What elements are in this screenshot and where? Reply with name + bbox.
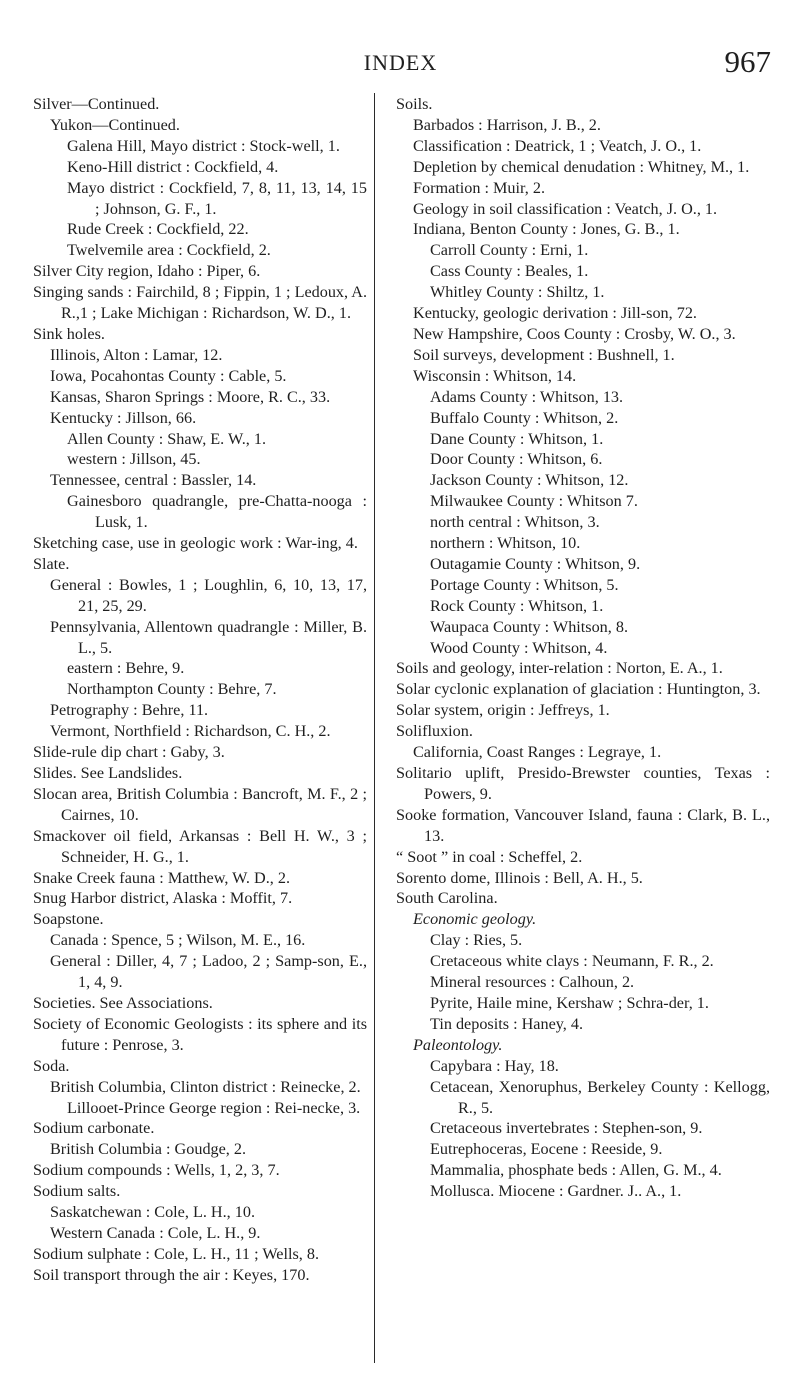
index-entry: north central : Whitson, 3. (430, 513, 600, 532)
index-entry: Soil transport through the air : Keyes, 170. (33, 1265, 310, 1284)
index-entry: General : Bowles, 1 ; Loughlin, 6, 10, 13, 17, 21, 25, 29. (50, 575, 367, 615)
index-entry: Depletion by chemical denudation : Whitney, M., 1. (413, 157, 750, 176)
index-entry: Soil surveys, development : Bushnell, 1. (413, 345, 675, 364)
index-entry: Paleontology. (413, 1035, 503, 1054)
index-entry: Slate. (33, 554, 70, 573)
index-entry: Sodium salts. (33, 1182, 121, 1201)
index-entry: Sink holes. (33, 324, 105, 343)
index-entry: South Carolina. (396, 889, 498, 908)
index-entry: Iowa, Pocahontas County : Cable, 5. (50, 366, 287, 385)
index-entry: Allen County : Shaw, E. W., 1. (67, 429, 267, 448)
index-entry: Mammalia, phosphate beds : Allen, G. M., 4. (430, 1161, 722, 1180)
index-entry: Kentucky : Jillson, 66. (50, 408, 197, 427)
index-entry: Slides. See Landslides. (33, 764, 183, 782)
index-entry: Vermont, Northfield : Richardson, C. H., 2. (50, 722, 331, 741)
index-entry: Solitario uplift, Presido-Brewster counties, Texas : Powers, 9. (396, 764, 770, 803)
index-entry: Rock County : Whitson, 1. (430, 596, 604, 615)
index-entry: Cass County : Beales, 1. (430, 262, 589, 281)
index-entry: Portage County : Whitson, 5. (430, 575, 619, 594)
index-entry: Lillooet-Prince George region : Rei-necke, 3. (67, 1098, 361, 1117)
index-entry: British Columbia, Clinton district : Reinecke, 2. (50, 1077, 361, 1096)
index-entry: Wisconsin : Whitson, 14. (413, 366, 577, 385)
index-entry: Twelvemile area : Cockfield, 2. (67, 241, 271, 260)
index-entry: Sodium carbonate. (33, 1119, 155, 1138)
index-entry: Sodium sulphate : Cole, L. H., 11 ; Wells, 8. (33, 1244, 320, 1263)
index-entry: Illinois, Alton : Lamar, 12. (50, 345, 223, 364)
index-entry: Adams County : Whitson, 13. (430, 387, 624, 406)
index-entry: Barbados : Harrison, J. B., 2. (413, 115, 601, 134)
index-entry: eastern : Behre, 9. (67, 659, 185, 678)
index-entry: Outagamie County : Whitson, 9. (430, 554, 641, 573)
index-entry: Mayo district : Cockfield, 7, 8, 11, 13, 14, 15 ; Johnson, G. F., 1. (67, 178, 367, 218)
index-entry: Silver City region, Idaho : Piper, 6. (33, 262, 261, 281)
index-entry: Tennessee, central : Bassler, 14. (50, 471, 257, 490)
index-entry: Slide-rule dip chart : Gaby, 3. (33, 743, 225, 762)
index-entry: Sooke formation, Vancouver Island, fauna : Clark, B. L., 13. (396, 805, 770, 845)
index-entry: “ Soot ” in coal : Scheffel, 2. (396, 847, 583, 866)
index-entry: Solifluxion. (396, 722, 473, 741)
index-entry: Yukon—Continued. (50, 115, 180, 134)
index-entry: Cretaceous invertebrates : Stephen-son, 9. (430, 1119, 703, 1138)
index-entry: Silver—Continued. (33, 95, 160, 113)
index-entry: Eutrephoceras, Eocene : Reeside, 9. (430, 1140, 663, 1159)
index-entry: Buffalo County : Whitson, 2. (430, 408, 619, 427)
index-entry: Canada : Spence, 5 ; Wilson, M. E., 16. (50, 931, 306, 950)
index-entry: General : Diller, 4, 7 ; Ladoo, 2 ; Samp-son, E., 1, 4, 9. (50, 952, 367, 992)
index-entry: Clay : Ries, 5. (430, 931, 523, 950)
index-entry: Singing sands : Fairchild, 8 ; Fippin, 1 ; Ledoux, A. R.,1 ; Lake Michigan : Richardson, W. D., 1. (33, 283, 367, 323)
page-title: INDEX (363, 50, 438, 75)
index-entry: Kansas, Sharon Springs : Moore, R. C., 33. (50, 387, 331, 406)
index-entry: Snake Creek fauna : Matthew, W. D., 2. (33, 868, 290, 887)
index-entry: Societies. See Associations. (33, 993, 213, 1012)
index-entry: Snug Harbor district, Alaska : Moffit, 7. (33, 889, 293, 908)
index-entry: Economic geology. (413, 910, 537, 929)
index-entry: Sodium compounds : Wells, 1, 2, 3, 7. (33, 1161, 280, 1180)
index-entry: Gainesboro quadrangle, pre-Chatta-nooga : Lusk, 1. (67, 492, 367, 532)
index-entry: Capybara : Hay, 18. (430, 1056, 559, 1075)
index-entry: Sketching case, use in geologic work : War-ing, 4. (33, 534, 358, 553)
index-entry: Petrography : Behre, 11. (50, 701, 209, 720)
index-entry: Soils. (396, 95, 433, 113)
column-divider (374, 93, 375, 1363)
index-entry: Solar system, origin : Jeffreys, 1. (396, 701, 610, 720)
index-entry: Waupaca County : Whitson, 8. (430, 617, 629, 636)
index-entry: Wood County : Whitson, 4. (430, 638, 608, 657)
index-entry: Pyrite, Haile mine, Kershaw ; Schra-der, 1. (430, 993, 709, 1012)
index-entry: Sorento dome, Illinois : Bell, A. H., 5. (396, 868, 643, 887)
index-entry: California, Coast Ranges : Legraye, 1. (413, 743, 662, 762)
index-entry: British Columbia : Goudge, 2. (50, 1140, 247, 1159)
index-entry: Society of Economic Geologists : its sphere and its future : Penrose, 3. (33, 1014, 367, 1054)
index-entry: Indiana, Benton County : Jones, G. B., 1. (413, 220, 680, 239)
index-entry: Galena Hill, Mayo district : Stock-well, 1. (67, 136, 340, 155)
index-entry: Classification : Deatrick, 1 ; Veatch, J. O., 1. (413, 136, 702, 155)
index-entry: Cetacean, Xenoruphus, Berkeley County : Kellogg, R., 5. (430, 1077, 770, 1117)
index-entry: Geology in soil classification : Veatch, J. O., 1. (413, 199, 718, 218)
index-entry: Rude Creek : Cockfield, 22. (67, 220, 249, 239)
index-entry: Cretaceous white clays : Neumann, F. R., 2. (430, 952, 714, 971)
index-column-left (33, 94, 367, 1286)
index-entry: Mollusca. Miocene : Gardner. J.. A., 1. (430, 1182, 682, 1201)
index-entry: Northampton County : Behre, 7. (67, 680, 277, 699)
index-entry: Milwaukee County : Whitson 7. (430, 492, 638, 511)
index-column-right (396, 94, 770, 1202)
index-entry: Kentucky, geologic derivation : Jill-son, 72. (413, 304, 697, 323)
index-entry: Dane County : Whitson, 1. (430, 429, 604, 448)
index-entry: Door County : Whitson, 6. (430, 450, 603, 469)
index-entry: Soapstone. (33, 910, 104, 929)
index-entry: western : Jillson, 45. (67, 450, 201, 469)
index-entry: Smackover oil field, Arkansas : Bell H. W., 3 ; Schneider, H. G., 1. (33, 826, 367, 866)
index-entry: northern : Whitson, 10. (430, 534, 581, 553)
index-entry: Keno-Hill district : Cockfield, 4. (67, 157, 279, 176)
index-entry: Western Canada : Cole, L. H., 9. (50, 1223, 261, 1242)
index-entry: Soda. (33, 1056, 70, 1075)
index-entry: Saskatchewan : Cole, L. H., 10. (50, 1203, 255, 1222)
index-entry: New Hampshire, Coos County : Crosby, W. O., 3. (413, 324, 736, 343)
index-entry: Solar cyclonic explanation of glaciation : Huntington, 3. (396, 680, 761, 699)
index-entry: Formation : Muir, 2. (413, 178, 545, 197)
index-entry: Slocan area, British Columbia : Bancroft, M. F., 2 ; Cairnes, 10. (33, 784, 367, 824)
index-entry: Tin deposits : Haney, 4. (430, 1014, 584, 1033)
index-entry: Mineral resources : Calhoun, 2. (430, 973, 635, 992)
index-entry: Whitley County : Shiltz, 1. (430, 283, 605, 302)
index-entry: Pennsylvania, Allentown quadrangle : Miller, B. L., 5. (50, 617, 367, 657)
index-entry: Carroll County : Erni, 1. (430, 241, 589, 260)
page-number: 967 (724, 44, 771, 79)
index-entry: Soils and geology, inter-relation : Norton, E. A., 1. (396, 659, 723, 678)
index-entry: Jackson County : Whitson, 12. (430, 471, 629, 490)
